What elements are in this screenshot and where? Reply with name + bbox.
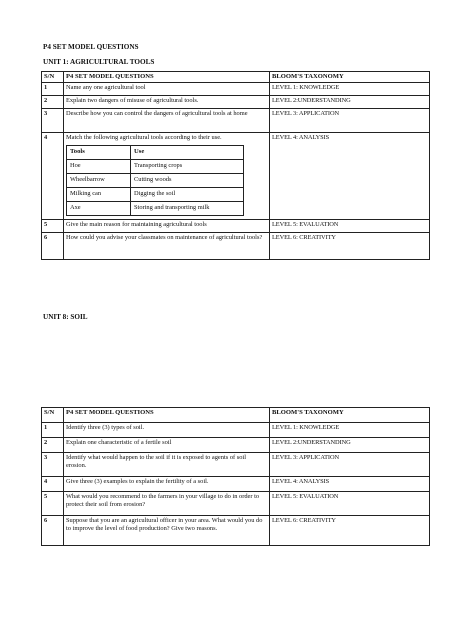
table-row	[42, 492, 430, 516]
match-header-row	[67, 146, 244, 160]
tool-name: Hoe	[67, 160, 131, 174]
row-number: 4	[42, 132, 64, 220]
row-number: 2	[42, 438, 64, 453]
taxonomy-level: LEVEL 1: KNOWLEDGE	[270, 423, 430, 438]
match-row	[67, 188, 244, 202]
question-text: Identify what would happen to the soil if it is exposed to agents of soil erosion.	[64, 453, 270, 477]
taxonomy-level: LEVEL 4: ANALYSIS	[270, 477, 430, 492]
tool-name: Wheelbarrow	[67, 174, 131, 188]
row-number: 4	[42, 477, 64, 492]
row-number: 3	[42, 453, 64, 477]
unit1-heading: UNIT 1: AGRICULTURAL TOOLS	[43, 58, 155, 66]
question-header: P4 SET MODEL QUESTIONS	[64, 72, 270, 83]
tool-use: Storing and transporting milk	[131, 202, 244, 216]
match-question-cell	[64, 132, 270, 220]
taxonomy-level: LEVEL 1: KNOWLEDGE	[270, 82, 430, 95]
question-text: Explain one characteristic of a fertile soil	[64, 438, 270, 453]
row-number: 3	[42, 108, 64, 132]
table-header-row	[42, 72, 430, 83]
tool-use: Transporting crops	[131, 160, 244, 174]
tool-name: Axe	[67, 202, 131, 216]
unit1-question-table	[41, 71, 430, 260]
taxonomy-header: BLOOM'S TAXONOMY	[270, 408, 430, 423]
table-row	[42, 516, 430, 546]
match-row	[67, 202, 244, 216]
table-row	[42, 220, 430, 233]
row-number: 6	[42, 233, 64, 260]
table-row	[42, 477, 430, 492]
tool-use: Digging the soil	[131, 188, 244, 202]
table-header-row	[42, 408, 430, 423]
row-number: 5	[42, 220, 64, 233]
question-text: Match the following agricultural tools according to their use.	[66, 133, 222, 141]
table-row	[42, 108, 430, 132]
row-number: 1	[42, 82, 64, 95]
tool-name: Milking can	[67, 188, 131, 202]
row-number: 5	[42, 492, 64, 516]
row-number: 6	[42, 516, 64, 546]
table-row	[42, 453, 430, 477]
question-text: Name any one agricultural tool	[64, 82, 270, 95]
sn-header: S/N	[42, 408, 64, 423]
question-text: Describe how you can control the dangers of agricultural tools at home	[64, 108, 270, 132]
question-text: Give the main reason for maintaining agricultural tools	[64, 220, 270, 233]
match-row	[67, 160, 244, 174]
taxonomy-level: LEVEL 6: CREATIVITY	[270, 233, 430, 260]
taxonomy-level: LEVEL 2:UNDERSTANDING	[270, 95, 430, 108]
taxonomy-level: LEVEL 2:UNDERSTANDING	[270, 438, 430, 453]
question-text: Give three (3) examples to explain the fertility of a soil.	[64, 477, 270, 492]
table-row	[42, 132, 430, 220]
table-row	[42, 438, 430, 453]
taxonomy-level: LEVEL 4: ANALYSIS	[270, 132, 430, 220]
taxonomy-level: LEVEL 5: EVALUATION	[270, 220, 430, 233]
use-header: Use	[131, 146, 244, 160]
page-title: P4 SET MODEL QUESTIONS	[43, 43, 139, 51]
tool-use: Cutting woods	[131, 174, 244, 188]
taxonomy-level: LEVEL 3: APPLICATION	[270, 453, 430, 477]
question-text: How could you advise your classmates on maintenance of agricultural tools?	[64, 233, 270, 260]
question-text: Suppose that you are an agricultural officer in your area. What would you do to improve the level of food production? Give two reasons.	[64, 516, 270, 546]
unit8-heading: UNIT 8: SOIL	[43, 313, 88, 321]
question-text: Explain two dangers of misuse of agricultural tools.	[64, 95, 270, 108]
table-row	[42, 423, 430, 438]
unit8-question-table	[41, 407, 430, 546]
row-number: 2	[42, 95, 64, 108]
question-text: What would you recommend to the farmers in your village to do in order to protect their soil from erosion?	[64, 492, 270, 516]
table-row	[42, 95, 430, 108]
match-table	[66, 145, 244, 216]
table-row	[42, 82, 430, 95]
table-row	[42, 233, 430, 260]
question-header: P4 SET MODEL QUESTIONS	[64, 408, 270, 423]
taxonomy-level: LEVEL 6: CREATIVITY	[270, 516, 430, 546]
taxonomy-level: LEVEL 5: EVALUATION	[270, 492, 430, 516]
match-row	[67, 174, 244, 188]
question-text: Identify three (3) types of soil.	[64, 423, 270, 438]
row-number: 1	[42, 423, 64, 438]
sn-header: S/N	[42, 72, 64, 83]
taxonomy-level: LEVEL 3: APPLICATION	[270, 108, 430, 132]
tools-header: Tools	[67, 146, 131, 160]
taxonomy-header: BLOOM'S TAXONOMY	[270, 72, 430, 83]
